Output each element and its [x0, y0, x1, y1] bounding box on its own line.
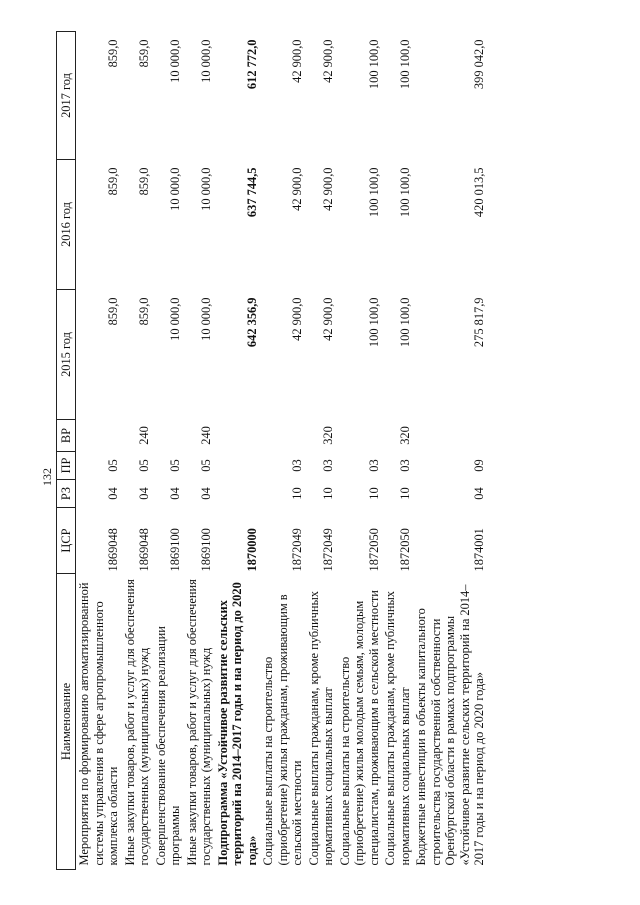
cell-csr: 1869048 — [137, 528, 151, 572]
cell-2016: 100 100,0 — [397, 167, 412, 218]
cell-pr: 09 — [472, 459, 486, 472]
cell-2015: 42 900,0 — [290, 297, 304, 341]
table-body — [76, 32, 488, 870]
cell-csr: 1869100 — [199, 528, 213, 572]
table-row — [382, 32, 413, 870]
cell-2017: 100 100,0 — [397, 39, 412, 90]
col-header-rz: РЗ — [57, 480, 76, 508]
col-header-2015: 2015 год — [57, 290, 76, 420]
cell-2016: 637 744,5 — [244, 167, 259, 218]
cell-2015: 859,0 — [106, 297, 120, 326]
cell-pr: 03 — [397, 459, 412, 472]
cell-name: Иные закупки товаров, работ и услуг для обеспечения государственных (муниципальных) нужд — [184, 579, 213, 866]
cell-rz: 04 — [137, 487, 151, 500]
cell-csr: 1872049 — [290, 528, 304, 572]
cell-2016: 100 100,0 — [366, 167, 381, 218]
cell-csr: 1870000 — [244, 528, 259, 572]
col-header-csr: ЦСР — [57, 508, 76, 574]
cell-rz: 04 — [199, 487, 213, 500]
table-header-row — [57, 32, 76, 870]
table-row — [215, 32, 261, 870]
cell-2017: 10 000,0 — [199, 39, 213, 83]
table-row — [122, 32, 153, 870]
budget-table — [56, 31, 488, 870]
cell-rz: 04 — [106, 487, 120, 500]
cell-2017: 10 000,0 — [168, 39, 182, 83]
cell-2016: 859,0 — [137, 167, 151, 196]
cell-csr: 1869100 — [168, 528, 182, 572]
cell-vr — [215, 420, 261, 452]
cell-2017: 42 900,0 — [290, 39, 304, 83]
cell-2015: 10 000,0 — [168, 297, 182, 341]
cell-name: Социальные выплаты на строительство (приобретение) жилья молодым семьям, молодым специалистам, проживающим в сельской местности — [337, 590, 381, 866]
table-row — [306, 32, 337, 870]
cell-vr: 320 — [397, 426, 412, 445]
cell-name: Иные закупки товаров, работ и услуг для обеспечения государственных (муниципальных) нужд — [122, 579, 151, 866]
cell-2015: 859,0 — [137, 297, 151, 326]
cell-csr: 1872050 — [397, 528, 412, 572]
cell-2017: 100 100,0 — [366, 39, 381, 90]
cell-pr: 05 — [106, 459, 120, 472]
cell-2017: 859,0 — [137, 39, 151, 68]
cell-2016: 42 900,0 — [290, 167, 304, 211]
cell-2016: 42 900,0 — [321, 167, 335, 211]
col-header-name: Наименование — [57, 574, 76, 870]
col-header-2017: 2017 год — [57, 32, 76, 160]
cell-name: Социальные выплаты гражданам, кроме публичных нормативных социальных выплат — [383, 591, 412, 866]
col-header-pr: ПР — [57, 452, 76, 480]
cell-name: Подпрограмма «Устойчивое развитие сельских территорий на 2014–2017 годы и на период до 2020 года» — [215, 582, 259, 866]
cell-csr: 1872050 — [366, 528, 381, 572]
cell-vr — [153, 420, 184, 452]
cell-2015: 10 000,0 — [199, 297, 213, 341]
rotated-page — [38, 30, 598, 870]
cell-2016: 10 000,0 — [199, 167, 213, 211]
cell-rz: 10 — [397, 487, 412, 500]
cell-vr: 240 — [199, 426, 213, 445]
cell-pr: 05 — [168, 459, 182, 472]
cell-2017: 399 042,0 — [472, 39, 486, 90]
cell-2017: 612 772,0 — [244, 39, 259, 90]
col-header-vr: ВР — [57, 420, 76, 452]
cell-rz: 04 — [168, 487, 182, 500]
table-row — [337, 32, 383, 870]
table-row — [153, 32, 184, 870]
cell-vr — [76, 420, 122, 452]
cell-name: Совершенствование обеспечения реализации программы — [153, 626, 182, 866]
cell-vr — [413, 420, 488, 452]
cell-vr: 320 — [321, 426, 335, 445]
cell-2016: 420 013,5 — [472, 167, 486, 218]
cell-pr: 03 — [321, 459, 335, 472]
cell-name: Социальные выплаты гражданам, кроме публичных нормативных социальных выплат — [306, 591, 335, 866]
cell-pr: 05 — [137, 459, 151, 472]
cell-pr — [215, 452, 261, 480]
cell-2015: 275 817,9 — [472, 297, 486, 348]
col-header-2016: 2016 год — [57, 160, 76, 290]
cell-2017: 859,0 — [106, 39, 120, 68]
cell-pr: 03 — [290, 459, 304, 472]
cell-2015: 642 356,9 — [244, 297, 259, 348]
cell-vr: 240 — [137, 426, 151, 445]
cell-2016: 10 000,0 — [168, 167, 182, 211]
cell-vr — [260, 420, 306, 452]
cell-2015: 42 900,0 — [321, 297, 335, 341]
cell-vr — [337, 420, 383, 452]
cell-rz: 10 — [366, 487, 381, 500]
table-row — [260, 32, 306, 870]
cell-pr: 05 — [199, 459, 213, 472]
cell-rz: 10 — [290, 487, 304, 500]
table-row — [413, 32, 488, 870]
cell-2015: 100 100,0 — [366, 297, 381, 348]
cell-name: Бюджетные инвестиции в объекты капитального строительства государственной собственности Оренбургской области в рамках подпрограммы «Устойчивое развитие сельских территорий на 2014–2017 годы и на период до 2020 года» — [414, 584, 486, 866]
cell-csr: 1872049 — [321, 528, 335, 572]
page-number: 132 — [40, 468, 54, 486]
cell-rz — [215, 480, 261, 508]
table-row — [76, 32, 122, 870]
cell-csr: 1874001 — [472, 528, 486, 572]
cell-2017: 42 900,0 — [321, 39, 335, 83]
cell-2016: 859,0 — [106, 167, 120, 196]
cell-2015: 100 100,0 — [397, 297, 412, 348]
cell-csr: 1869048 — [106, 528, 120, 572]
cell-name: Социальные выплаты на строительство (приобретение) жилья гражданам, проживающим в сельской местности — [261, 594, 304, 866]
cell-name: Мероприятия по формированию автоматизированной системы управления в сфере агропромышленного комплекса области — [77, 582, 120, 866]
cell-pr: 03 — [366, 459, 381, 472]
table-row — [184, 32, 215, 870]
cell-rz: 10 — [321, 487, 335, 500]
cell-rz: 04 — [472, 487, 486, 500]
